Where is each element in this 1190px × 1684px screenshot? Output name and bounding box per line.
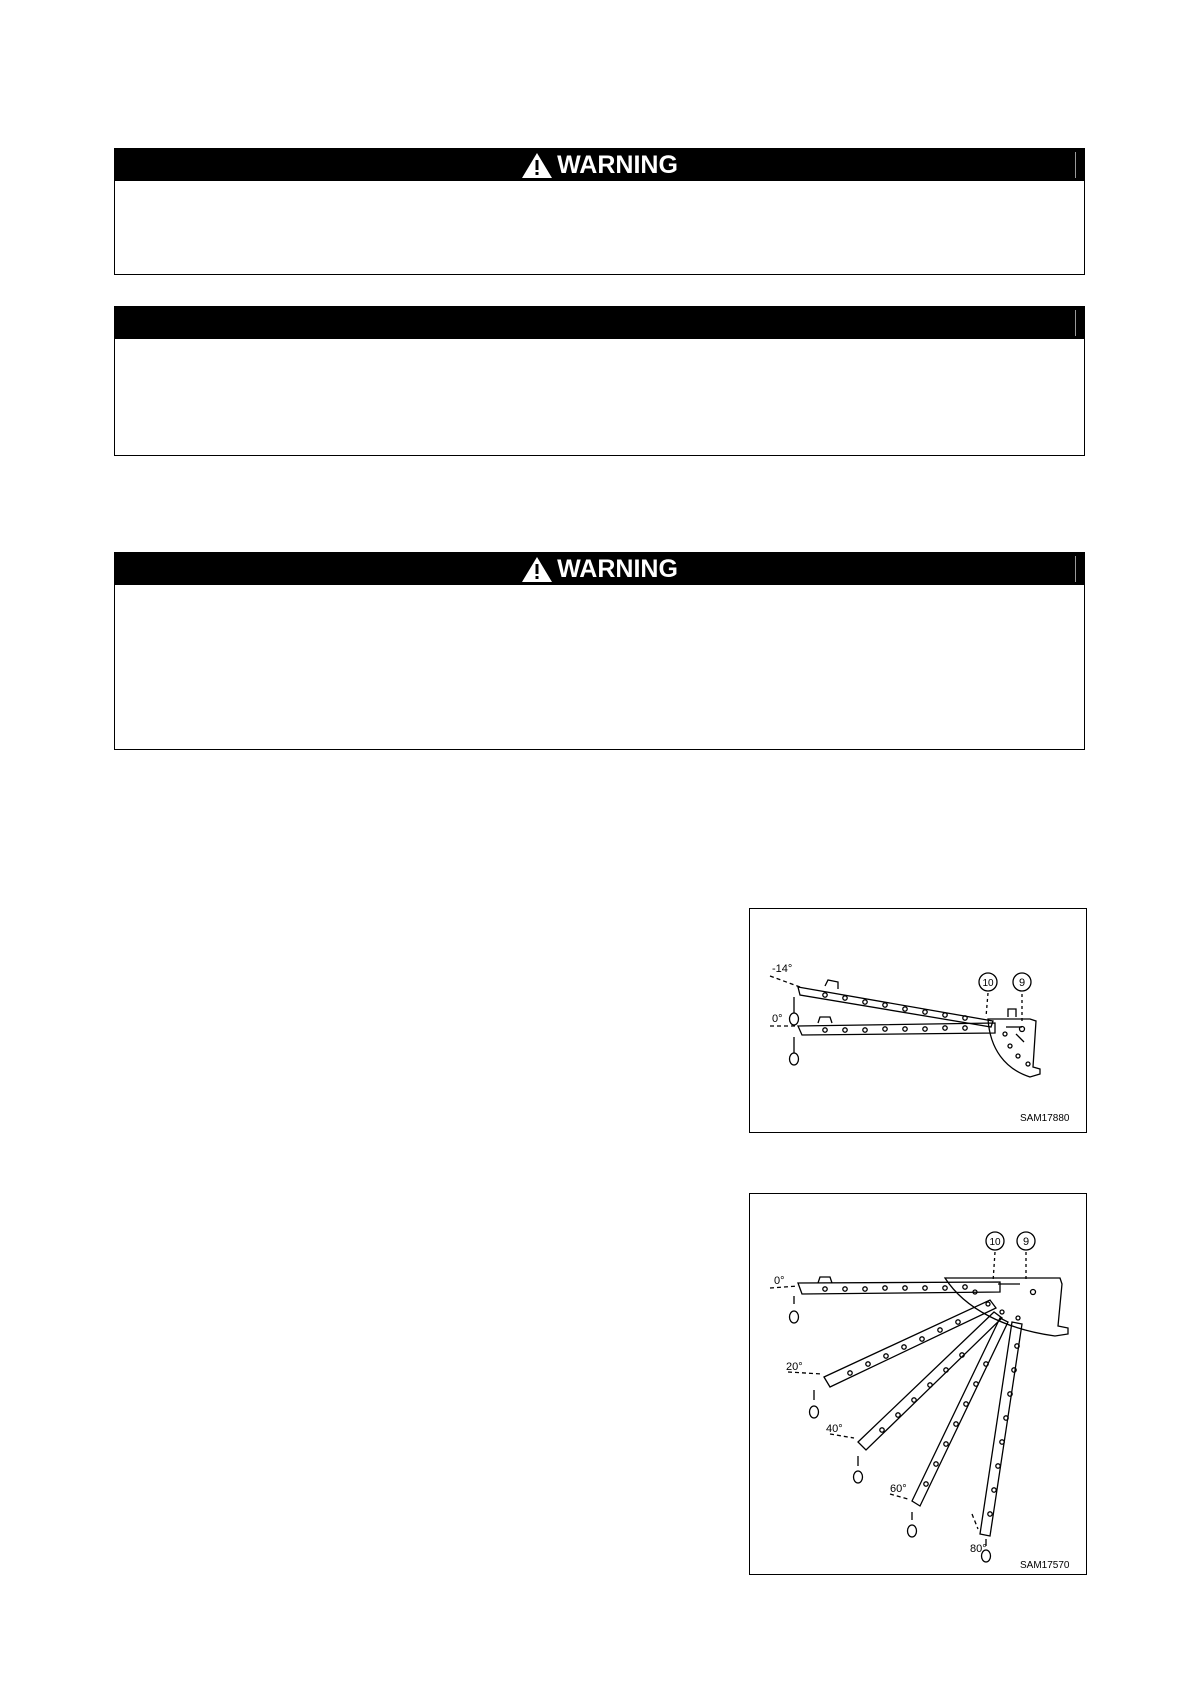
jib-tilt-illustration — [750, 909, 1086, 1132]
callout-9: 9 — [1022, 1236, 1030, 1248]
jib-0deg — [798, 1282, 1000, 1294]
figure-jib-angles — [749, 1193, 1087, 1575]
jib-angles-illustration — [750, 1194, 1086, 1574]
figure-jib-tilt — [749, 908, 1087, 1133]
angle-label: 0° — [772, 1013, 783, 1025]
angle-label: 0° — [774, 1275, 785, 1287]
warning-triangle-icon — [521, 556, 553, 583]
callout-10: 10 — [989, 1237, 1001, 1248]
angle-label: 60° — [890, 1483, 907, 1495]
warning-box-3 — [114, 552, 1085, 750]
angle-label: 80° — [970, 1543, 987, 1555]
warning-header-1 — [115, 149, 1084, 181]
jib-20deg — [824, 1300, 996, 1387]
jib-80deg — [980, 1322, 1022, 1536]
jib-bracket — [988, 1019, 1040, 1077]
notice-header-2 — [115, 307, 1084, 339]
angle-label: 40° — [826, 1423, 843, 1435]
figure-code: SAM17570 — [1020, 1560, 1070, 1571]
angle-label: 20° — [786, 1361, 803, 1373]
warning-box-1 — [114, 148, 1085, 275]
warning-label: WARNING — [557, 554, 678, 583]
figure-code: SAM17880 — [1020, 1113, 1070, 1124]
callout-10: 10 — [982, 978, 994, 989]
warning-label: WARNING — [557, 150, 678, 179]
warning-triangle-icon — [521, 152, 553, 179]
jib-60deg — [912, 1318, 1008, 1506]
jib-minus14deg — [798, 987, 993, 1027]
warning-header-3 — [115, 553, 1084, 585]
callout-9: 9 — [1018, 977, 1026, 989]
angle-label: -14° — [772, 963, 793, 975]
notice-box-2 — [114, 306, 1085, 456]
